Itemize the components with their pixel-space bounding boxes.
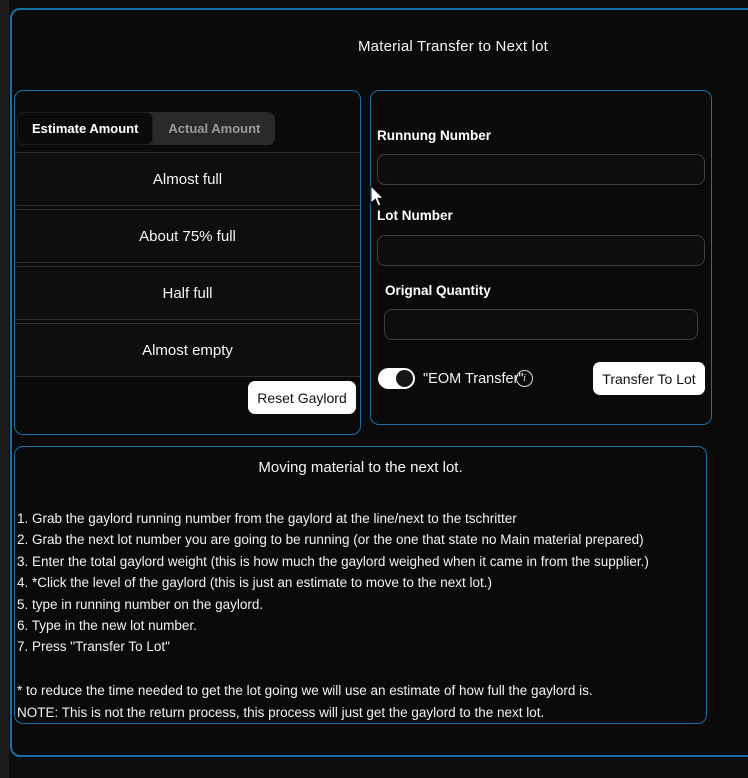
mouse-cursor xyxy=(370,186,386,208)
instruction-step: 1. Grab the gaylord running number from the gaylord at the line/next to the tschritter xyxy=(17,511,517,526)
level-almost-empty-button[interactable]: Almost empty xyxy=(15,323,360,377)
original-quantity-input[interactable] xyxy=(384,309,698,340)
running-number-input[interactable] xyxy=(377,154,705,185)
transfer-form-panel xyxy=(370,90,712,425)
instruction-step: 3. Enter the total gaylord weight (this is how much the gaylord weighed when it came in from the supplier.) xyxy=(17,553,649,569)
reset-gaylord-button[interactable]: Reset Gaylord xyxy=(248,381,356,414)
page-title: Material Transfer to Next lot xyxy=(357,38,549,55)
level-half-full-button[interactable]: Half full xyxy=(15,266,360,320)
toggle-knob xyxy=(396,370,413,387)
instruction-step: 5. type in running number on the gaylord. xyxy=(17,596,264,612)
amount-tabbar xyxy=(17,112,275,145)
eom-transfer-label: "EOM Transfer" xyxy=(423,371,524,387)
eom-transfer-toggle[interactable] xyxy=(378,368,415,389)
instructions-notes xyxy=(17,680,705,724)
lot-number-input[interactable] xyxy=(377,235,705,266)
info-icon[interactable]: i xyxy=(516,370,533,387)
instruction-step: 7. Press "Transfer To Lot" xyxy=(17,639,170,655)
instruction-note: NOTE: This is not the return process, this process will just get the gaylord to the next lot. xyxy=(17,705,545,720)
lot-number-label: Lot Number xyxy=(377,208,453,223)
instructions-steps xyxy=(17,508,705,658)
instructions-heading: Moving material to the next lot. xyxy=(258,459,463,476)
instruction-step: 2. Grab the next lot number you are going to be running (or the one that state no Main material prepared) xyxy=(17,532,644,548)
level-almost-full-button[interactable]: Almost full xyxy=(15,152,360,206)
transfer-to-lot-button[interactable]: Transfer To Lot xyxy=(593,362,705,395)
original-quantity-label: Orignal Quantity xyxy=(385,283,491,298)
tab-estimate-amount[interactable]: Estimate Amount xyxy=(17,112,153,145)
level-about-75-full-button[interactable]: About 75% full xyxy=(15,209,360,263)
running-number-label: Runnung Number xyxy=(377,128,491,143)
level-button-list xyxy=(15,152,360,380)
instruction-note: * to reduce the time needed to get the lot going we will use an estimate of how full the gaylord is. xyxy=(17,683,593,698)
instruction-step: 4. *Click the level of the gaylord (this is just an estimate to move to the next lot.) xyxy=(17,575,492,591)
instructions-panel xyxy=(14,446,707,724)
window-edge xyxy=(0,0,9,778)
tab-actual-amount[interactable]: Actual Amount xyxy=(168,121,261,136)
instruction-step: 6. Type in the new lot number. xyxy=(17,618,197,634)
main-window xyxy=(10,8,748,757)
estimate-panel xyxy=(14,90,361,435)
